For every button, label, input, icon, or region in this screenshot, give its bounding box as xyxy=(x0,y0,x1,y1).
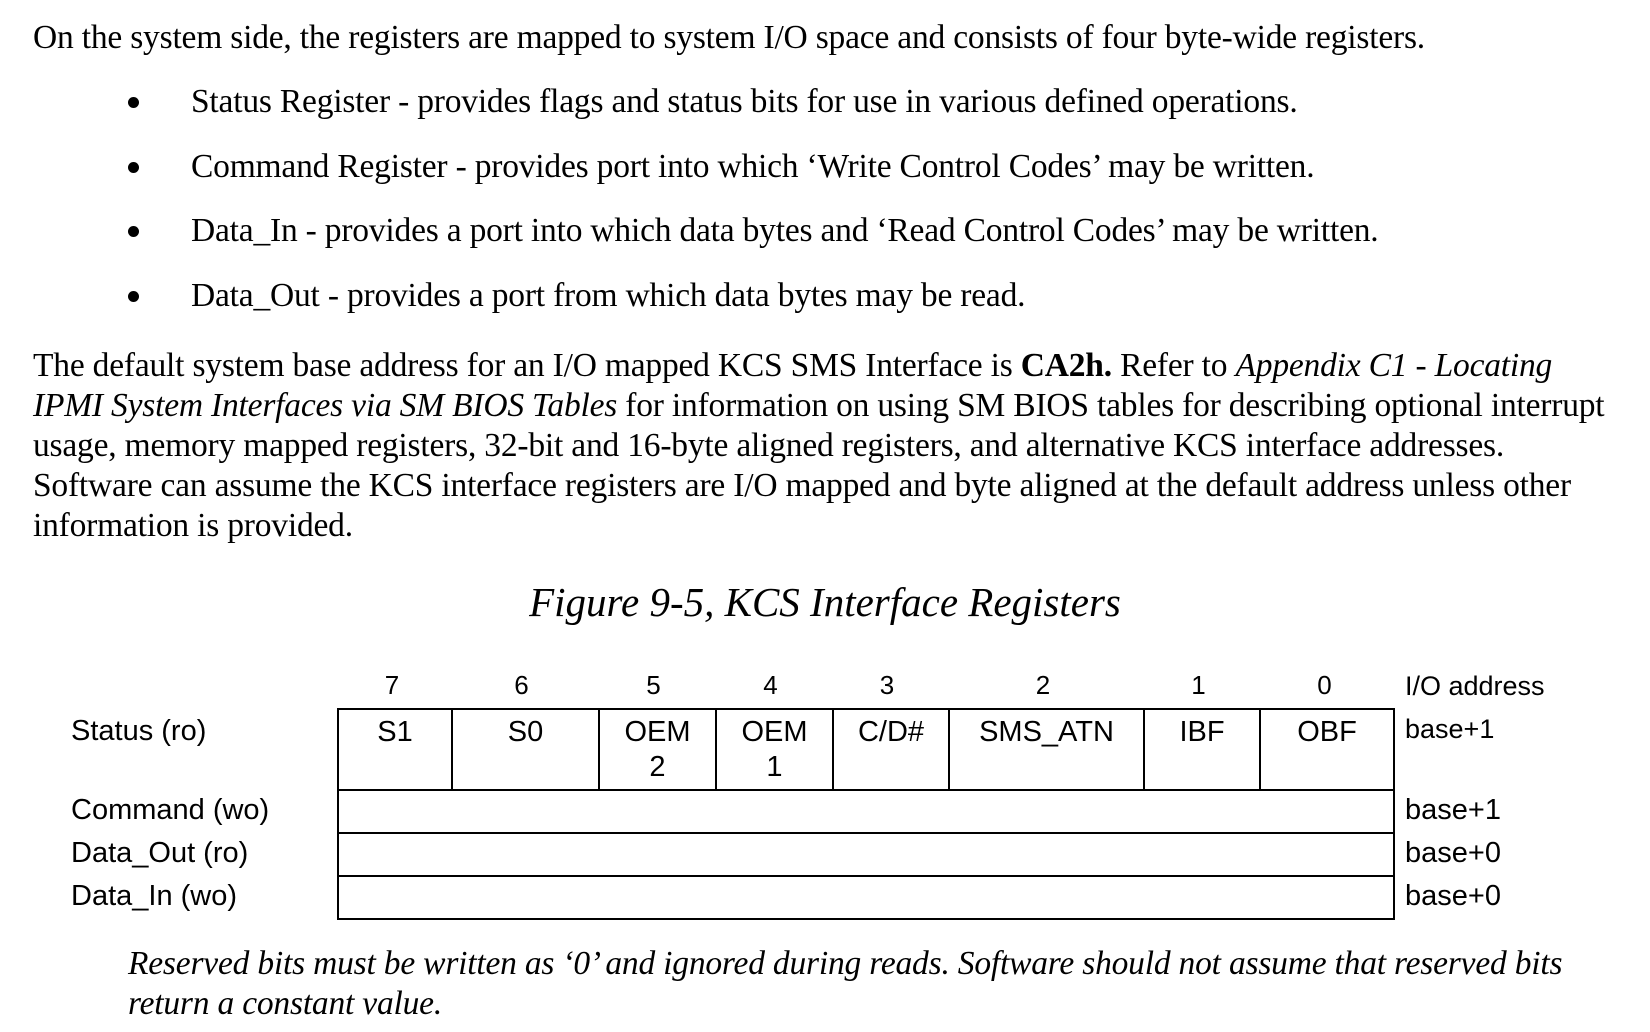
data-in-register-label: Data_In (wo) xyxy=(71,880,238,912)
bit-number: 0 xyxy=(1317,670,1332,700)
data-in-address: base+0 xyxy=(1405,880,1501,912)
bit-number: 2 xyxy=(1035,670,1051,700)
status-bit-cell: S0 xyxy=(451,710,598,789)
bit-number: 4 xyxy=(763,670,778,700)
bit-number: 5 xyxy=(646,670,661,700)
data-in-register-row xyxy=(337,875,1395,920)
paragraph-text: for information on using SM BIOS tables for describing optional interrupt usage, memory mapped registers, 32-bit and 16-byte aligned registers, and alternative KCS interface addresses. Software can assume the KCS interface registers are I/O mapped and byte aligned at the default address unless other information is provided. xyxy=(33,387,1605,544)
io-address-header: I/O address xyxy=(1405,671,1545,701)
status-bit-cell: S1 xyxy=(377,716,413,748)
status-register-label: Status (ro) xyxy=(71,715,207,747)
list-item-text: Data_In - provides a port into which data bytes and ‘Read Control Codes’ may be written. xyxy=(191,212,1379,249)
bullet-icon xyxy=(128,162,139,173)
base-address-paragraph xyxy=(33,346,1618,546)
default-address: CA2h. xyxy=(1020,347,1112,384)
data-out-address: base+0 xyxy=(1405,837,1501,869)
reserved-bits-note: Reserved bits must be written as ‘0’ and ignored during reads. Software should not assume that reserved bits return a constant value. xyxy=(128,945,1563,1022)
intro-paragraph: On the system side, the registers are mapped to system I/O space and consists of four byte-wide registers. xyxy=(33,19,1425,56)
status-address: base+1 xyxy=(1405,714,1495,744)
bullet-icon xyxy=(128,291,139,302)
status-bit-cell: IBF xyxy=(1143,710,1259,789)
bit-number: 3 xyxy=(879,670,895,700)
bit-number: 7 xyxy=(384,670,400,700)
bit-number: 6 xyxy=(514,670,529,700)
status-bit-cell: SMS_ATN xyxy=(948,710,1143,789)
list-item-text: Status Register - provides flags and status bits for use in various defined operations. xyxy=(191,83,1298,120)
command-register-row xyxy=(337,789,1395,834)
status-bit-cell: OEM 2 xyxy=(598,710,715,789)
paragraph-text: Refer to xyxy=(1111,347,1236,384)
status-register-row xyxy=(337,708,1395,791)
bullet-icon xyxy=(128,226,139,237)
status-bit-cell: OBF xyxy=(1259,710,1393,789)
appendix-reference: Appendix C1 - Locating IPMI System Interfaces via SM BIOS Tables xyxy=(33,347,1553,424)
list-item-text: Data_Out - provides a port from which data bytes may be read. xyxy=(191,276,1026,314)
status-bit-cell: C/D# xyxy=(832,710,948,789)
paragraph-text: The default system base address for an I/O mapped KCS SMS Interface is xyxy=(33,347,1021,384)
bit-number: 1 xyxy=(1191,670,1206,700)
command-address: base+1 xyxy=(1405,794,1501,826)
list-item-text: Command Register - provides port into which ‘Write Control Codes’ may be written. xyxy=(191,147,1315,185)
bullet-icon xyxy=(128,97,139,108)
figure-title: Figure 9-5, KCS Interface Registers xyxy=(529,579,1121,625)
data-out-register-label: Data_Out (ro) xyxy=(71,837,249,869)
status-bit-cell: OEM 1 xyxy=(715,710,832,789)
data-out-register-row xyxy=(337,832,1395,877)
command-register-label: Command (wo) xyxy=(71,794,270,826)
